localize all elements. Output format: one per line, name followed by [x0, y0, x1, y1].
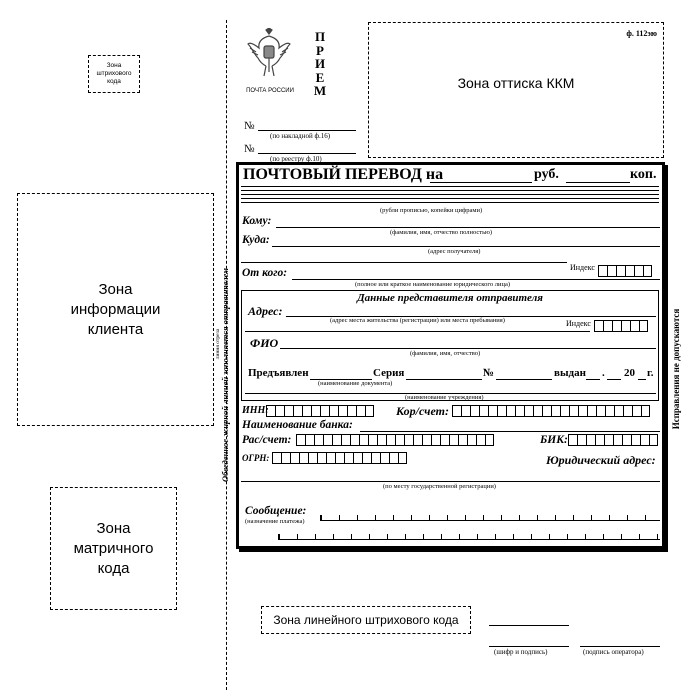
uchrezhd-caption: (наименование учреждения) [405, 394, 484, 401]
message-field-1[interactable] [320, 515, 660, 521]
sender-name-field[interactable] [292, 279, 660, 280]
num-sign-2: № [244, 143, 255, 155]
num-sign-1: № [244, 120, 255, 132]
invoice-caption: (по накладной ф.16) [270, 132, 331, 140]
rub-amount-field[interactable] [430, 182, 532, 183]
sum-words-field[interactable] [241, 186, 659, 206]
kuda-label: Куда: [242, 234, 270, 246]
rep-address-field-2[interactable] [245, 331, 590, 332]
inn-label: ИНН: [242, 405, 269, 416]
kkm-stamp-zone [368, 22, 664, 158]
doc-number-field[interactable] [496, 379, 552, 380]
recipient-address-field-2[interactable] [241, 262, 567, 263]
representative-box [241, 290, 659, 401]
ot-kogo-label: От кого: [242, 267, 288, 279]
bank-label: Наименование банка: [242, 419, 353, 431]
form-title: ПОЧТОВЫЙ ПЕРЕВОД на [243, 166, 444, 183]
recipient-index-cells[interactable] [598, 265, 652, 277]
adres-caption: (адрес места жительства (регистрации) или места пребывания) [330, 317, 505, 324]
rep-index-cells[interactable] [594, 320, 648, 332]
kop-amount-field[interactable] [566, 182, 630, 183]
kop-label: коп. [630, 167, 657, 182]
bik-cells[interactable] [568, 434, 658, 446]
form-code: ф. 112эю [626, 29, 657, 38]
vydan-label: выдан [554, 367, 586, 379]
recipient-address-field[interactable] [272, 246, 660, 247]
ogrn-cells[interactable] [272, 452, 407, 464]
komu-label: Кому: [242, 215, 272, 227]
matrix-code-zone: Зона матричного кода [50, 487, 177, 610]
kor-schet-label: Кор/счет: [396, 404, 449, 418]
registry-caption: (по реестру ф.10) [270, 155, 322, 163]
ot-kogo-caption: (полное или краткое наименование юридического лица) [355, 281, 511, 288]
doc-caption: (наименование документа) [318, 380, 393, 387]
legal-address-field[interactable] [241, 481, 660, 482]
index-label-2: Индекс [566, 319, 591, 328]
priem-label: ПРИЕМ [313, 29, 327, 98]
issue-year-field[interactable] [638, 379, 646, 380]
year-prefix: 20 [624, 367, 635, 379]
logo-caption: ПОЧТА РОССИИ [246, 88, 294, 94]
fio-label: ФИО [250, 336, 279, 350]
soobshenie-label: Сообщение: [245, 505, 307, 517]
index-label: Индекс [570, 263, 595, 272]
cipher-signature-line-1[interactable] [489, 625, 569, 626]
ogrn-label: ОГРН: [242, 453, 270, 463]
recipient-name-field[interactable] [276, 227, 660, 228]
ras-schet-cells[interactable] [296, 434, 494, 446]
rep-title: Данные представителя отправителя [357, 292, 543, 304]
bank-name-field[interactable] [360, 431, 660, 432]
cipher-signature-line-2[interactable] [489, 646, 569, 647]
rep-fio-field[interactable] [280, 348, 656, 349]
kkm-stamp-label: Зона оттиска ККМ [457, 75, 575, 91]
ras-schet-label: Рас/счет: [242, 434, 292, 446]
date-dot: . [602, 367, 605, 379]
linear-barcode-zone: Зона линейного штрихового кода [261, 606, 471, 634]
barcode-zone-small: Зона штрихового кода [88, 55, 140, 93]
kuda-caption: (адрес получателя) [428, 248, 481, 255]
inn-cells[interactable] [266, 405, 374, 417]
seriya-label: Серия [373, 367, 405, 379]
operator-caption: (подпись оператора) [583, 648, 644, 656]
shifr-caption: (шифр и подпись) [494, 648, 548, 656]
operator-signature-line[interactable] [580, 646, 660, 647]
predyavlen-label: Предъявлен [248, 367, 309, 379]
rub-label: руб. [534, 167, 559, 182]
soobshenie-caption: (назначение платежа) [245, 518, 305, 525]
yur-adres-label: Юридический адрес: [546, 453, 656, 467]
eagle-icon [246, 28, 292, 80]
issue-day-field[interactable] [586, 379, 600, 380]
year-suffix: г. [647, 367, 654, 379]
kor-schet-cells[interactable] [452, 405, 650, 417]
doc-series-field[interactable] [406, 379, 482, 380]
komu-caption: (фамилия, имя, отчество полностью) [390, 229, 493, 236]
message-field-2[interactable] [278, 534, 660, 540]
invoice-number-field[interactable] [258, 130, 356, 131]
reg-caption: (по месту государственной регистрации) [383, 483, 496, 490]
adres-label: Адрес: [248, 304, 283, 318]
issue-month-field[interactable] [607, 379, 621, 380]
nomer-label: № [483, 367, 495, 379]
bik-label: БИК: [540, 434, 568, 446]
fio-caption: (фамилия, имя, отчество) [410, 350, 481, 357]
client-info-zone: Зона информации клиента [17, 193, 214, 426]
registry-number-field[interactable] [258, 153, 356, 154]
sum-caption: (рубли прописью, копейки цифрами) [380, 207, 483, 214]
